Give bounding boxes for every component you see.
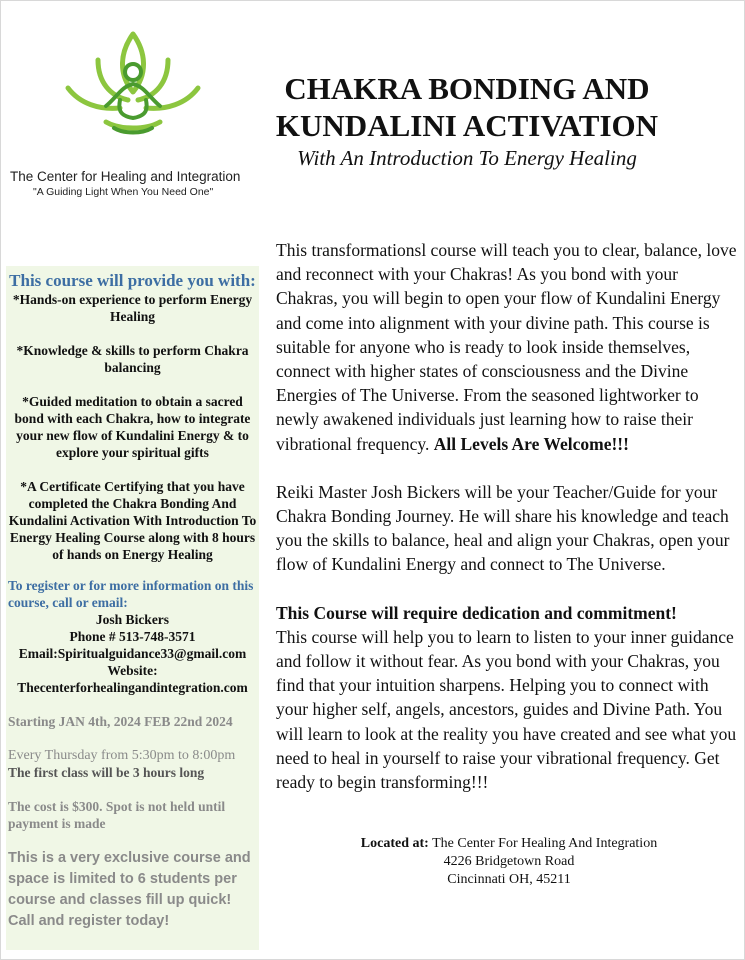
intro-text: This transformationsl course will teach you to clear, balance, love and reconnect with your Chakras! As you bond with your Chakras, you will begin to open your flow of Kundalini Energy and come into alignment with your divine path. This course is suitable for anyone who is ready to look inside themselves, connect with higher states of consciousness and the Divine Energies of The Universe. From the seasoned lightworker to newly awakened individuals just learning how to raise their vibrational frequency. bbox=[276, 240, 737, 454]
list-item: *A Certificate Certifying that you have completed the Chakra Bonding And Kundalini Activation With Introduction To Energy Healing Course along with 8 hours of hands on Energy Healing bbox=[8, 479, 257, 562]
sidebar-header: This course will provide you with: bbox=[9, 271, 256, 290]
lotus-meditation-icon bbox=[58, 26, 208, 146]
org-name: The Center for Healing and Integration bbox=[10, 169, 241, 184]
cost: The cost is $300. Spot is not held until payment is made bbox=[8, 799, 226, 831]
list-item: *Knowledge & skills to perform Chakra balancing bbox=[16, 343, 249, 375]
location-name: The Center For Healing And Integration bbox=[432, 836, 658, 851]
website-label: Website: bbox=[107, 663, 158, 678]
contact-name: Josh Bickers bbox=[95, 612, 170, 627]
paragraph-commitment: This course will help you to learn to listen to your inner guidance and follow it without fear. As you bond with your Chakras, you find that your intuition sharpens. Helping you to connect with your higher self, angels, ancestors, guides and Divine Path. You will learn to look at the reality you have created and see what you need to heal in yourself to raise your vibrational frequency. Get ready to begin transforming!!! bbox=[276, 626, 737, 793]
title-line-1: CHAKRA BONDING AND bbox=[284, 71, 650, 106]
paragraph-teacher: Reiki Master Josh Bickers will be your Teacher/Guide for your Chakra Bonding Journey. He will share his knowledge and teach you the skills to balance, heal and align your Chakras, open your flow of Kundalini Energy and connect to The Universe. bbox=[276, 481, 730, 575]
location-street: 4226 Bridgetown Road bbox=[443, 854, 575, 869]
schedule: Every Thursday from 5:30pm to 8:00pm bbox=[8, 748, 236, 763]
all-levels-welcome: All Levels Are Welcome!!! bbox=[433, 433, 629, 454]
course-description bbox=[276, 238, 744, 794]
title-line-2: KUNDALINI ACTIVATION bbox=[275, 108, 659, 143]
list-item: *Guided meditation to obtain a sacred bond with each Chakra, how to integrate your new flow of Kundalini Energy & to explore your spiritual gifts bbox=[14, 394, 251, 460]
commitment-heading: This Course will require dedication and commitment! bbox=[276, 602, 677, 623]
paragraph-intro bbox=[276, 238, 744, 456]
location-city: Cincinnati OH, 45211 bbox=[447, 872, 571, 887]
location-label: Located at: bbox=[360, 836, 429, 851]
website-link[interactable]: Thecenterforhealingandintegration.com bbox=[17, 680, 248, 695]
location bbox=[276, 835, 742, 889]
heading bbox=[262, 70, 672, 172]
subtitle: With An Introduction To Energy Healing bbox=[297, 146, 637, 170]
exclusive-note: This is a very exclusive course and space is limited to 6 students per course and classes fill up quick! Call and register today! bbox=[8, 850, 251, 929]
start-dates: Starting JAN 4th, 2024 FEB 22nd 2024 bbox=[8, 714, 233, 729]
logo bbox=[0, 26, 270, 206]
org-tagline: "A Guiding Light When You Need One" bbox=[33, 186, 214, 198]
list-item: *Hands-on experience to perform Energy Healing bbox=[12, 292, 253, 324]
course-details-sidebar bbox=[6, 266, 259, 950]
contact-email[interactable]: Email:Spiritualguidance33@gmail.com bbox=[18, 646, 247, 661]
register-info: To register or for more information on this course, call or email: bbox=[8, 578, 254, 610]
contact-phone[interactable]: Phone # 513-748-3571 bbox=[69, 629, 196, 644]
first-class-note: The first class will be 3 hours long bbox=[8, 765, 205, 780]
